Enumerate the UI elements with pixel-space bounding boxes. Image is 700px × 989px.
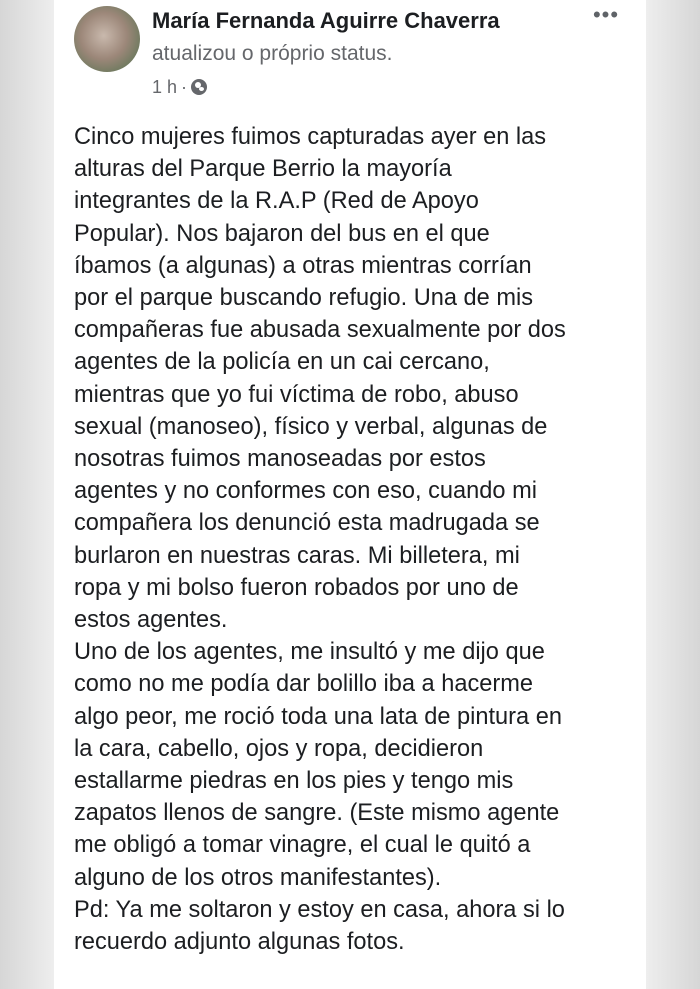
post-body-line: mientras que yo fui víctima de robo, abuso: [74, 381, 519, 408]
post-body-line: compañera los denunció esta madrugada se: [74, 510, 540, 537]
post-body-line: por el parque buscando refugio. Una de mis: [74, 285, 534, 312]
author-avatar[interactable]: [74, 6, 140, 72]
globe-icon: [191, 79, 207, 95]
post-body-line: integrantes de la R.A.P (Red de Apoyo: [74, 188, 479, 215]
left-background-edge: [0, 0, 54, 989]
post-body-line: íbamos (a algunas) a otras mientras corrían: [74, 252, 532, 279]
post-body-line: Cinco mujeres fuimos capturadas ayer en las: [74, 124, 547, 150]
post-body-line: zapatos llenos de sangre. (Este mismo agente: [74, 800, 560, 827]
post-card: [54, 0, 646, 989]
post-body-line: agentes y no conformes con eso, cuando mi: [74, 478, 537, 505]
post-body-line: burlaron en nuestras caras. Mi billetera, mi: [74, 542, 520, 569]
post-body-line: la cara, cabello, ojos y ropa, decidieron: [74, 735, 484, 762]
post-body-line: agentes de la policía en un cai cercano,: [74, 349, 490, 376]
post-body-line: alguno de los otros manifestantes).: [74, 864, 442, 891]
post-body-line: estos agentes.: [74, 607, 228, 634]
post-meta: [152, 76, 207, 98]
post-body-line: me obligó a tomar vinagre, el cual le quitó a: [74, 832, 531, 859]
more-options-icon[interactable]: •••: [592, 2, 620, 27]
post-body-line: alturas del Parque Berrio la mayoría: [74, 156, 452, 183]
post-body-line: Popular). Nos bajaron del bus en el que: [74, 220, 490, 247]
meta-separator: ·: [181, 76, 188, 97]
post-body-line: algo peor, me roció toda una lata de pintura en: [74, 703, 562, 730]
post-body-line: Pd: Ya me soltaron y estoy en casa, ahora si lo: [74, 896, 565, 923]
post-body-line: recuerdo adjunto algunas fotos.: [74, 929, 405, 956]
post-body-line: compañeras fue abusada sexualmente por dos: [74, 317, 566, 344]
post-body-line: Uno de los agentes, me insultó y me dijo que: [74, 639, 545, 666]
post-body-line: nosotras fuimos manoseadas por estos: [74, 446, 486, 473]
post-action-text: atualizou o próprio status.: [152, 42, 393, 65]
post-body-line: sexual (manoseo), físico y verbal, algunas de: [74, 413, 548, 440]
right-background-edge: [646, 0, 700, 989]
post-timestamp[interactable]: 1 h: [152, 76, 178, 97]
post-body-line: ropa y mi bolso fueron robados por uno de: [74, 574, 519, 601]
author-name[interactable]: María Fernanda Aguirre Chaverra: [152, 8, 500, 33]
post-body-line: estallarme piedras en los pies y tengo mis: [74, 768, 514, 795]
post-body-line: como no me podía dar bolillo iba a hacerme: [74, 671, 534, 698]
post-body: [74, 121, 639, 958]
